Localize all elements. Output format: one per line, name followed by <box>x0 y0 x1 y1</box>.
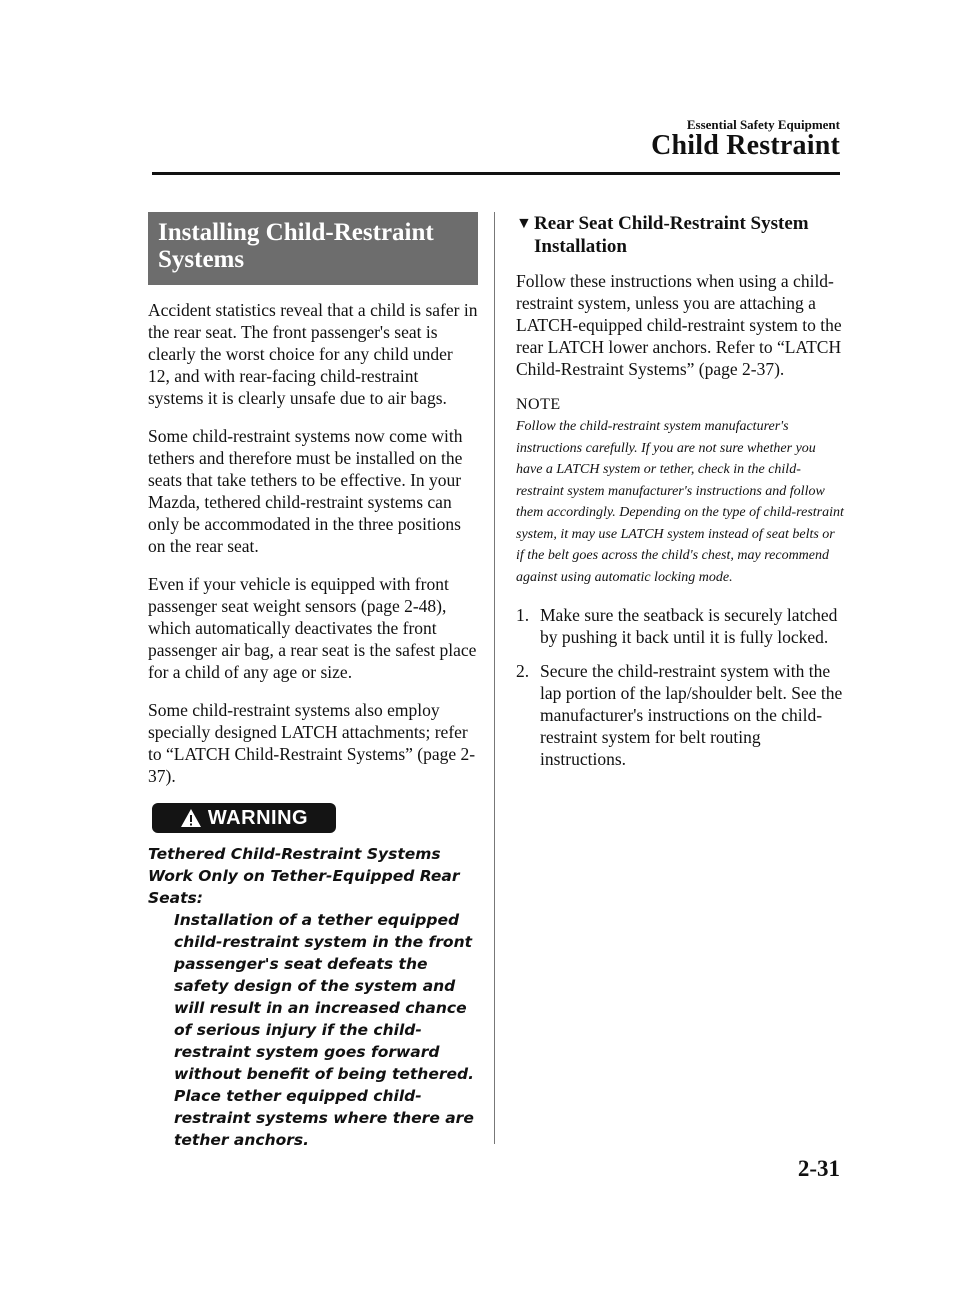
left-column <box>148 212 478 1151</box>
section-name: Essential Safety Equipment <box>686 117 840 132</box>
column-divider <box>494 212 495 1144</box>
note-label: NOTE <box>516 396 561 413</box>
page-number: 2-31 <box>797 1156 840 1181</box>
paragraph: Some child-restraint systems also employ specially designed LATCH attachments; refer to “LATCH Child-Restraint Systems” (page 2-37). <box>148 700 476 786</box>
paragraph: Some child-restraint systems now come with tethers and therefore must be installed on the seats that take tethers to be effective. In your Mazda, tethered child-restraint systems can only be accommodated in the three positions on the rear seat. <box>148 426 463 556</box>
warning-heading: Tethered Child-Restraint Systems Work Only on Tether-Equipped Rear Seats: <box>148 845 460 907</box>
warning-text <box>148 843 478 1151</box>
warning-icon <box>180 808 202 828</box>
chapter-title: Child Restraint <box>651 130 840 161</box>
step-text: Make sure the seatback is securely latched by pushing it back until it is fully locked. <box>540 605 838 647</box>
warning-badge <box>152 803 336 833</box>
step-item <box>516 604 844 648</box>
warning-paragraph: Place tether equipped child-restraint systems where there are tether anchors. <box>174 1087 474 1149</box>
step-item <box>516 660 844 770</box>
step-number: 1. <box>516 605 530 625</box>
note-body: Follow the child-restraint system manufacturer's instructions carefully. If you are not sure whether you have a LATCH system or tether, check in the child-restraint system manufacturer's instructions and follow them accordingly. Depending on the type of child-restraint system, it may use LATCH system instead of seat belts or if the belt goes across the child's chest, may recommend against using automatic locking mode. <box>516 419 844 585</box>
step-number: 2. <box>516 661 530 681</box>
subsection-heading <box>516 212 844 258</box>
intro-paragraph: Follow these instructions when using a child-restraint system, unless you are attaching a LATCH-equipped child-restraint system to the rear LATCH lower anchors. Refer to “LATCH Child-Restraint Systems” (page 2-37). <box>516 271 842 379</box>
right-column <box>516 212 844 782</box>
subsection-title: Rear Seat Child-Restraint System Installation <box>534 213 809 257</box>
header-rule <box>152 172 840 175</box>
step-text: Secure the child-restraint system with the lap portion of the lap/shoulder belt. See the manufacturer's instructions on the child-restraint system for belt routing instructions. <box>540 661 843 769</box>
warning-body <box>148 909 478 1151</box>
section-heading: Installing Child-Restraint Systems <box>148 212 478 285</box>
warning-label: WARNING <box>207 806 309 829</box>
warning-paragraph: Installation of a tether equipped child-restraint system in the front passenger's seat defeats the safety design of the system and will result in an increased chance of serious injury if the child-restraint system goes forward without benefit of being tethered. <box>174 911 474 1083</box>
paragraph: Even if your vehicle is equipped with front passenger seat weight sensors (page 2-48), which automatically deactivates the front passenger air bag, a rear seat is the safest place for a child of any age or size. <box>148 574 477 682</box>
paragraph: Accident statistics reveal that a child is safer in the rear seat. The front passenger's seat is clearly the worst choice for any child under 12, and with rear-facing child-restraint systems it is clearly unsafe due to air bags. <box>148 300 478 408</box>
down-triangle-icon: ▼ <box>516 215 532 232</box>
